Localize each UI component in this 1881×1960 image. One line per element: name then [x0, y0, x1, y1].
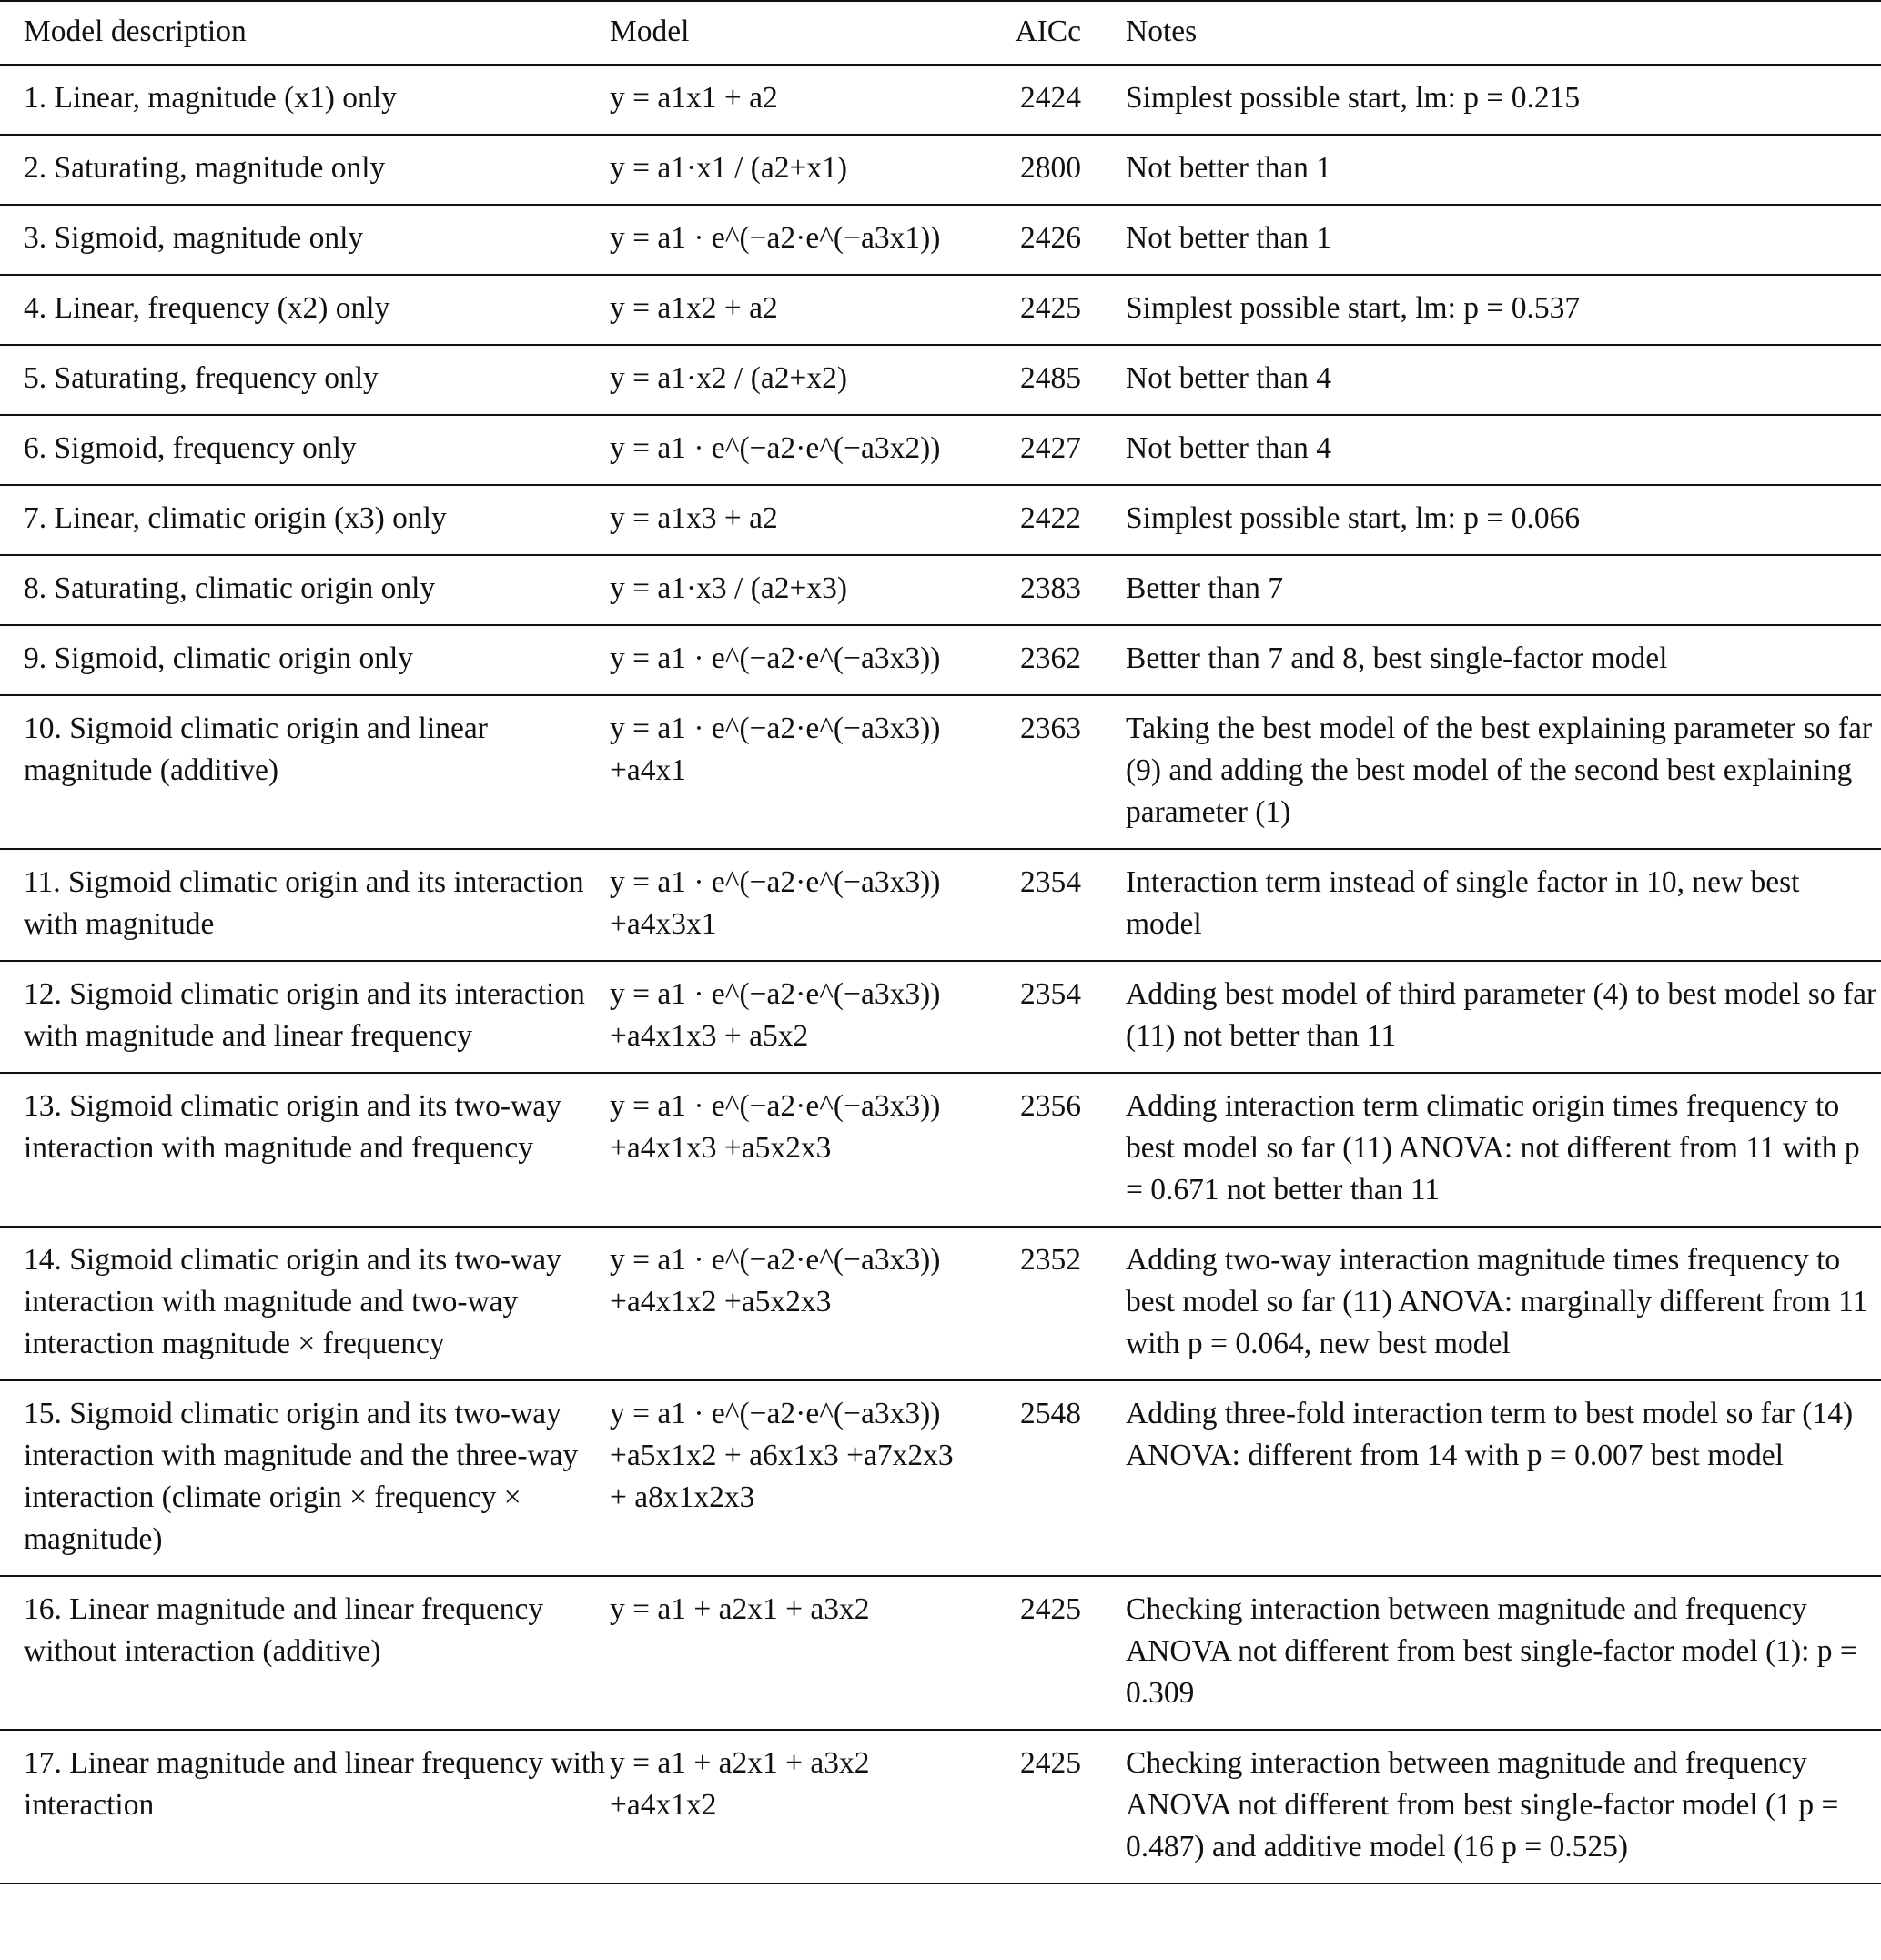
row-aicc: 2362 [1020, 642, 1081, 675]
row-notes: Interaction term instead of single factor in 10, new best model [1126, 865, 1800, 941]
row-aicc: 2548 [1020, 1397, 1081, 1430]
row-description: 11. Sigmoid climatic origin and its interaction with magnitude [24, 865, 584, 941]
row-model: y = a1·x2 / (a2+x2) [610, 361, 848, 395]
row-model: y = a1 · e^(−a2·e^(−a3x3)) [610, 642, 941, 675]
row-description: 16. Linear magnitude and linear frequency without interaction (additive) [24, 1592, 544, 1668]
row-notes: Adding best model of third parameter (4) to best model so far (11) not better than 11 [1126, 977, 1877, 1053]
table-row [0, 205, 1881, 275]
table-body [0, 65, 1881, 1884]
table-row [0, 135, 1881, 205]
row-description: 4. Linear, frequency (x2) only [24, 291, 390, 325]
row-aicc: 2425 [1020, 1746, 1081, 1780]
table-header [0, 1, 1881, 65]
row-model: y = a1 + a2x1 + a3x2 [610, 1592, 870, 1626]
row-model: y = a1 · e^(−a2·e^(−a3x3)) +a4x1x3 +a5x2x3 [610, 1089, 941, 1165]
row-aicc: 2383 [1020, 571, 1081, 605]
row-description: 5. Saturating, frequency only [24, 361, 379, 395]
table-row [0, 65, 1881, 135]
header-description: Model description [24, 15, 247, 48]
row-aicc: 2426 [1020, 221, 1081, 255]
row-notes: Adding three-fold interaction term to best model so far (14) ANOVA: different from 14 with p = 0.007 best model [1126, 1397, 1854, 1472]
row-aicc: 2363 [1020, 712, 1081, 745]
table-row [0, 1730, 1881, 1884]
header-model: Model [610, 15, 690, 48]
header-notes: Notes [1126, 15, 1198, 48]
row-description: 8. Saturating, climatic origin only [24, 571, 436, 605]
table-row [0, 415, 1881, 485]
row-notes: Checking interaction between magnitude and frequency ANOVA not different from best single-factor model (1): p = 0.309 [1126, 1592, 1857, 1710]
row-model: y = a1 · e^(−a2·e^(−a3x3)) +a4x3x1 [610, 865, 941, 941]
row-notes: Simplest possible start, lm: p = 0.537 [1126, 291, 1581, 325]
row-aicc: 2800 [1020, 151, 1081, 185]
row-model: y = a1 · e^(−a2·e^(−a3x3)) +a4x1 [610, 712, 941, 787]
row-model: y = a1 · e^(−a2·e^(−a3x2)) [610, 431, 941, 465]
header-aicc: AICc [1015, 15, 1081, 48]
row-aicc: 2354 [1020, 977, 1081, 1011]
row-aicc: 2356 [1020, 1089, 1081, 1123]
table-row [0, 1576, 1881, 1730]
row-aicc: 2352 [1020, 1243, 1081, 1277]
table-row [0, 275, 1881, 345]
row-notes: Simplest possible start, lm: p = 0.215 [1126, 81, 1581, 115]
table-row [0, 1380, 1881, 1576]
row-description: 3. Sigmoid, magnitude only [24, 221, 364, 255]
row-model: y = a1·x3 / (a2+x3) [610, 571, 848, 605]
row-model: y = a1 · e^(−a2·e^(−a3x3)) +a4x1x3 + a5x2 [610, 977, 941, 1053]
table-row [0, 625, 1881, 695]
table-row [0, 485, 1881, 555]
row-description: 7. Linear, climatic origin (x3) only [24, 501, 447, 535]
row-description: 12. Sigmoid climatic origin and its interaction with magnitude and linear frequency [24, 977, 585, 1053]
row-aicc: 2485 [1020, 361, 1081, 395]
row-aicc: 2354 [1020, 865, 1081, 899]
row-notes: Checking interaction between magnitude and frequency ANOVA not different from best single-factor model (1 p = 0.487) and additive model (16 p = 0.525) [1126, 1746, 1839, 1864]
row-notes: Adding two-way interaction magnitude times frequency to best model so far (11) ANOVA: marginally different from 11 with p = 0.064, new best model [1126, 1243, 1868, 1360]
row-notes: Taking the best model of the best explaining parameter so far (9) and adding the best model of the second best explaining parameter (1) [1126, 712, 1872, 829]
row-description: 10. Sigmoid climatic origin and linear magnitude (additive) [24, 712, 488, 787]
row-aicc: 2425 [1020, 291, 1081, 325]
table-row [0, 1227, 1881, 1380]
table-row [0, 555, 1881, 625]
row-aicc: 2425 [1020, 1592, 1081, 1626]
row-model: y = a1x2 + a2 [610, 291, 778, 325]
row-notes: Simplest possible start, lm: p = 0.066 [1126, 501, 1581, 535]
table-row [0, 961, 1881, 1073]
table-row [0, 695, 1881, 849]
row-model: y = a1 · e^(−a2·e^(−a3x3)) +a5x1x2 + a6x1x3 +a7x2x3 + a8x1x2x3 [610, 1397, 954, 1514]
row-aicc: 2427 [1020, 431, 1081, 465]
row-model: y = a1 + a2x1 + a3x2 +a4x1x2 [610, 1746, 870, 1822]
row-description: 9. Sigmoid, climatic origin only [24, 642, 414, 675]
table-row [0, 849, 1881, 961]
row-notes: Not better than 4 [1126, 431, 1332, 465]
row-notes: Not better than 1 [1126, 221, 1332, 255]
row-aicc: 2422 [1020, 501, 1081, 535]
row-notes: Better than 7 [1126, 571, 1284, 605]
row-description: 1. Linear, magnitude (x1) only [24, 81, 397, 115]
row-notes: Adding interaction term climatic origin times frequency to best model so far (11) ANOVA: not different from 11 with p = 0.671 not better than 11 [1126, 1089, 1860, 1207]
row-description: 6. Sigmoid, frequency only [24, 431, 357, 465]
table-row [0, 1073, 1881, 1227]
row-model: y = a1x3 + a2 [610, 501, 778, 535]
row-model: y = a1·x1 / (a2+x1) [610, 151, 848, 185]
row-description: 14. Sigmoid climatic origin and its two-way interaction with magnitude and two-way interaction magnitude × frequency [24, 1243, 561, 1360]
row-model: y = a1x1 + a2 [610, 81, 778, 115]
row-model: y = a1 · e^(−a2·e^(−a3x3)) +a4x1x2 +a5x2x3 [610, 1243, 941, 1318]
row-notes: Not better than 4 [1126, 361, 1332, 395]
row-description: 13. Sigmoid climatic origin and its two-way interaction with magnitude and frequency [24, 1089, 561, 1165]
row-model: y = a1 · e^(−a2·e^(−a3x1)) [610, 221, 941, 255]
row-notes: Not better than 1 [1126, 151, 1332, 185]
row-description: 17. Linear magnitude and linear frequency with interaction [24, 1746, 606, 1822]
header-row [0, 1, 1881, 65]
row-aicc: 2424 [1020, 81, 1081, 115]
row-notes: Better than 7 and 8, best single-factor model [1126, 642, 1668, 675]
row-description: 15. Sigmoid climatic origin and its two-way interaction with magnitude and the three-way interaction (climate origin × frequency × magnitude) [24, 1397, 579, 1556]
row-description: 2. Saturating, magnitude only [24, 151, 386, 185]
table-row [0, 345, 1881, 415]
